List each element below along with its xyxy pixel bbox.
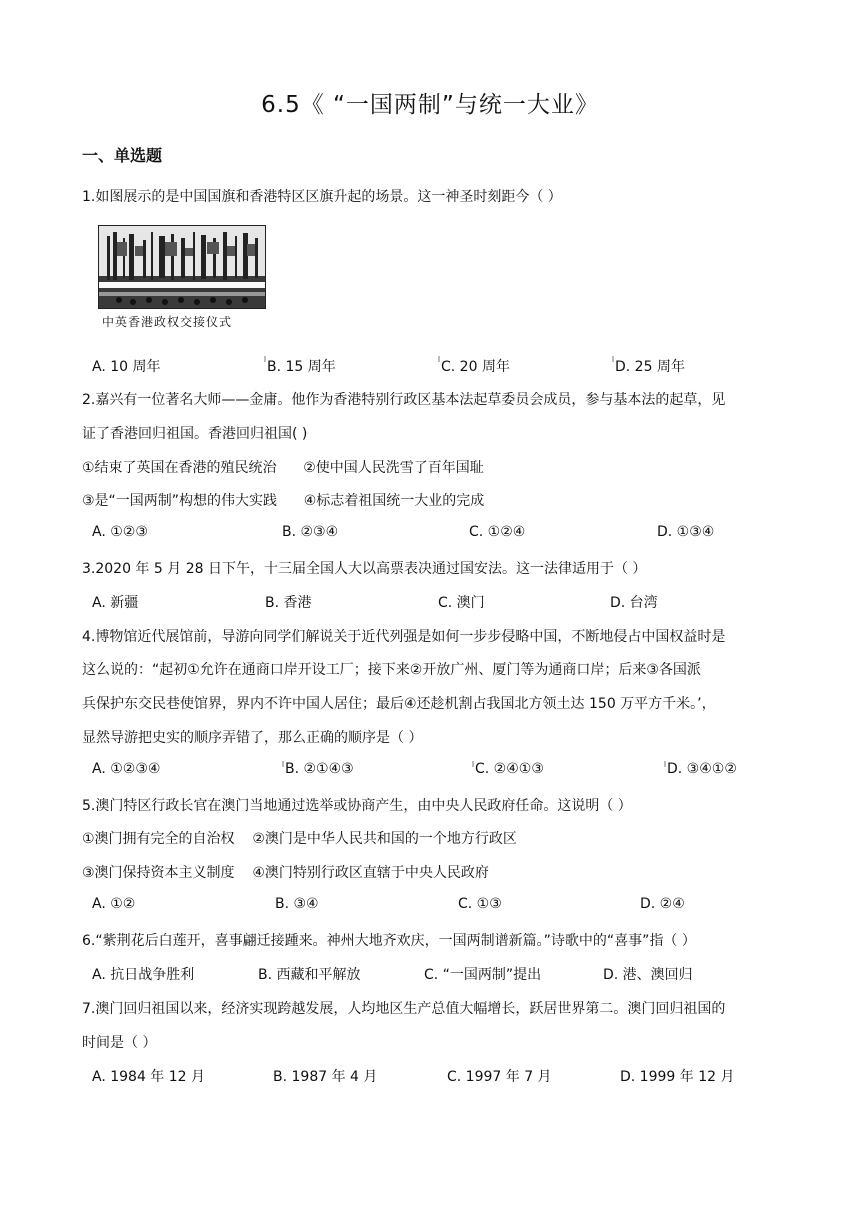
question-7-stem-line-2: 时间是（ ） [82, 1035, 157, 1051]
option-d[interactable]: D. 1999 年 12 月 [620, 1069, 735, 1085]
question-2-statement-3-4: ③是“一国两制”构想的伟大实践 ④标志着祖国统一大业的完成 [82, 493, 485, 509]
option-b[interactable] [282, 761, 354, 777]
photo-caption: 中英香港政权交接仪式 [102, 315, 233, 329]
question-7-stem-line-1: 7.澳门回归祖国以来，经济实现跨越发展，人均地区生产总值大幅增长，跃居世界第二。澳门回归祖国的 [82, 1001, 726, 1017]
option-d[interactable]: D. 港、澳回归 [603, 967, 693, 983]
handover-ceremony-photo [98, 225, 266, 331]
option-d[interactable]: D. 台湾 [610, 595, 658, 611]
photo-image [98, 225, 266, 309]
tick-mark [282, 761, 284, 767]
option-d-label: D. ③④①② [667, 761, 737, 777]
option-d[interactable] [664, 761, 737, 777]
option-a[interactable]: A. ①② [92, 896, 136, 912]
option-b[interactable]: B. 1987 年 4 月 [273, 1069, 378, 1085]
question-2-stem-line-1: 2.嘉兴有一位著名大师——金庸。他作为香港特别行政区基本法起草委员会成员，参与基本法的起草，见 [82, 392, 726, 408]
option-c[interactable] [438, 356, 510, 376]
option-c-label: C. ②④①③ [475, 761, 544, 777]
question-2-stem-line-2: 证了香港回归祖国。香港回归祖国( ) [82, 426, 308, 442]
document-title: 6.5《 “一国两制”与统一大业》 [261, 92, 599, 118]
question-5-statement-1-2: ①澳门拥有完全的自治权 ②澳门是中华人民共和国的一个地方行政区 [82, 831, 517, 847]
tick-mark [264, 356, 266, 362]
option-c[interactable]: C. “一国两制”提出 [424, 967, 542, 983]
tick-mark [612, 356, 614, 362]
option-c[interactable]: C. ①②④ [469, 524, 526, 540]
option-b[interactable] [264, 356, 336, 376]
question-2-options [0, 524, 860, 544]
option-c[interactable]: C. 澳门 [438, 595, 485, 611]
option-c[interactable]: C. ①③ [458, 896, 502, 912]
question-4-stem-line-4: 显然导游把史实的顺序弄错了，那么正确的顺序是（ ） [82, 730, 423, 746]
question-7-options [0, 1066, 860, 1086]
option-c[interactable]: C. 1997 年 7 月 [447, 1069, 552, 1085]
option-c-label: C. 20 周年 [441, 359, 510, 375]
question-4-stem-line-3: 兵保护东交民巷使馆界，界内不许中国人居住；最后④还趁机割占我国北方领土达 150 万平方千米。’， [82, 696, 716, 712]
option-d[interactable]: D. ①③④ [657, 524, 715, 540]
question-6-stem: 6.“紫荆花后白莲开，喜事翩迁接踵来。神州大地齐欢庆，一国两制谱新篇。”诗歌中的“喜事”指（ ） [82, 933, 696, 949]
question-1-stem: 1.如图展示的是中国国旗和香港特区区旗升起的场景。这一神圣时刻距今（ ） [82, 189, 562, 205]
option-c[interactable] [472, 761, 544, 777]
question-5-statement-3-4: ③澳门保持资本主义制度 ④澳门特别行政区直辖于中央人民政府 [82, 865, 489, 881]
question-1-options [0, 356, 860, 376]
option-b[interactable]: B. 香港 [265, 595, 312, 611]
option-a[interactable]: A. 抗日战争胜利 [92, 967, 195, 983]
option-a[interactable]: A. 10 周年 [92, 359, 161, 375]
tick-mark [664, 761, 666, 767]
question-3-stem: 3.2020 年 5 月 28 日下午，十三届全国人大以高票表决通过国安法。这一法律适用于（ ） [82, 561, 647, 577]
question-3-options [0, 592, 860, 612]
option-b-label: B. ②①④③ [285, 761, 354, 777]
option-b[interactable]: B. ③④ [275, 896, 319, 912]
option-a[interactable]: A. ①②③④ [92, 761, 161, 777]
option-d[interactable] [612, 356, 685, 376]
tick-mark [472, 761, 474, 767]
question-5-options [0, 896, 860, 916]
question-4-stem-line-2: 这么说的：“起初①允许在通商口岸开设工厂；接下来②开放广州、厦门等为通商口岸；后来③各国派 [82, 662, 701, 678]
question-6-options [0, 964, 860, 984]
option-a[interactable]: A. 新疆 [92, 595, 139, 611]
option-b-label: B. 15 周年 [267, 359, 336, 375]
section-heading: 一、单选题 [82, 146, 163, 165]
question-5-stem: 5.澳门特区行政长官在澳门当地通过选举或协商产生，由中央人民政府任命。这说明（ ） [82, 798, 632, 814]
option-a[interactable]: A. 1984 年 12 月 [92, 1069, 206, 1085]
option-d[interactable]: D. ②④ [640, 896, 685, 912]
tick-mark [438, 356, 440, 362]
option-b[interactable]: B. ②③④ [282, 524, 339, 540]
question-2-statement-1-2: ①结束了英国在香港的殖民统治 ②使中国人民洗雪了百年国耻 [82, 460, 484, 476]
option-b[interactable]: B. 西藏和平解放 [258, 967, 361, 983]
question-4-options [0, 761, 860, 781]
question-4-stem-line-1: 4.博物馆近代展馆前，导游向同学们解说关于近代列强是如何一步步侵略中国，不断地侵占中国权益时是 [82, 629, 726, 645]
option-d-label: D. 25 周年 [615, 359, 685, 375]
option-a[interactable]: A. ①②③ [92, 524, 148, 540]
